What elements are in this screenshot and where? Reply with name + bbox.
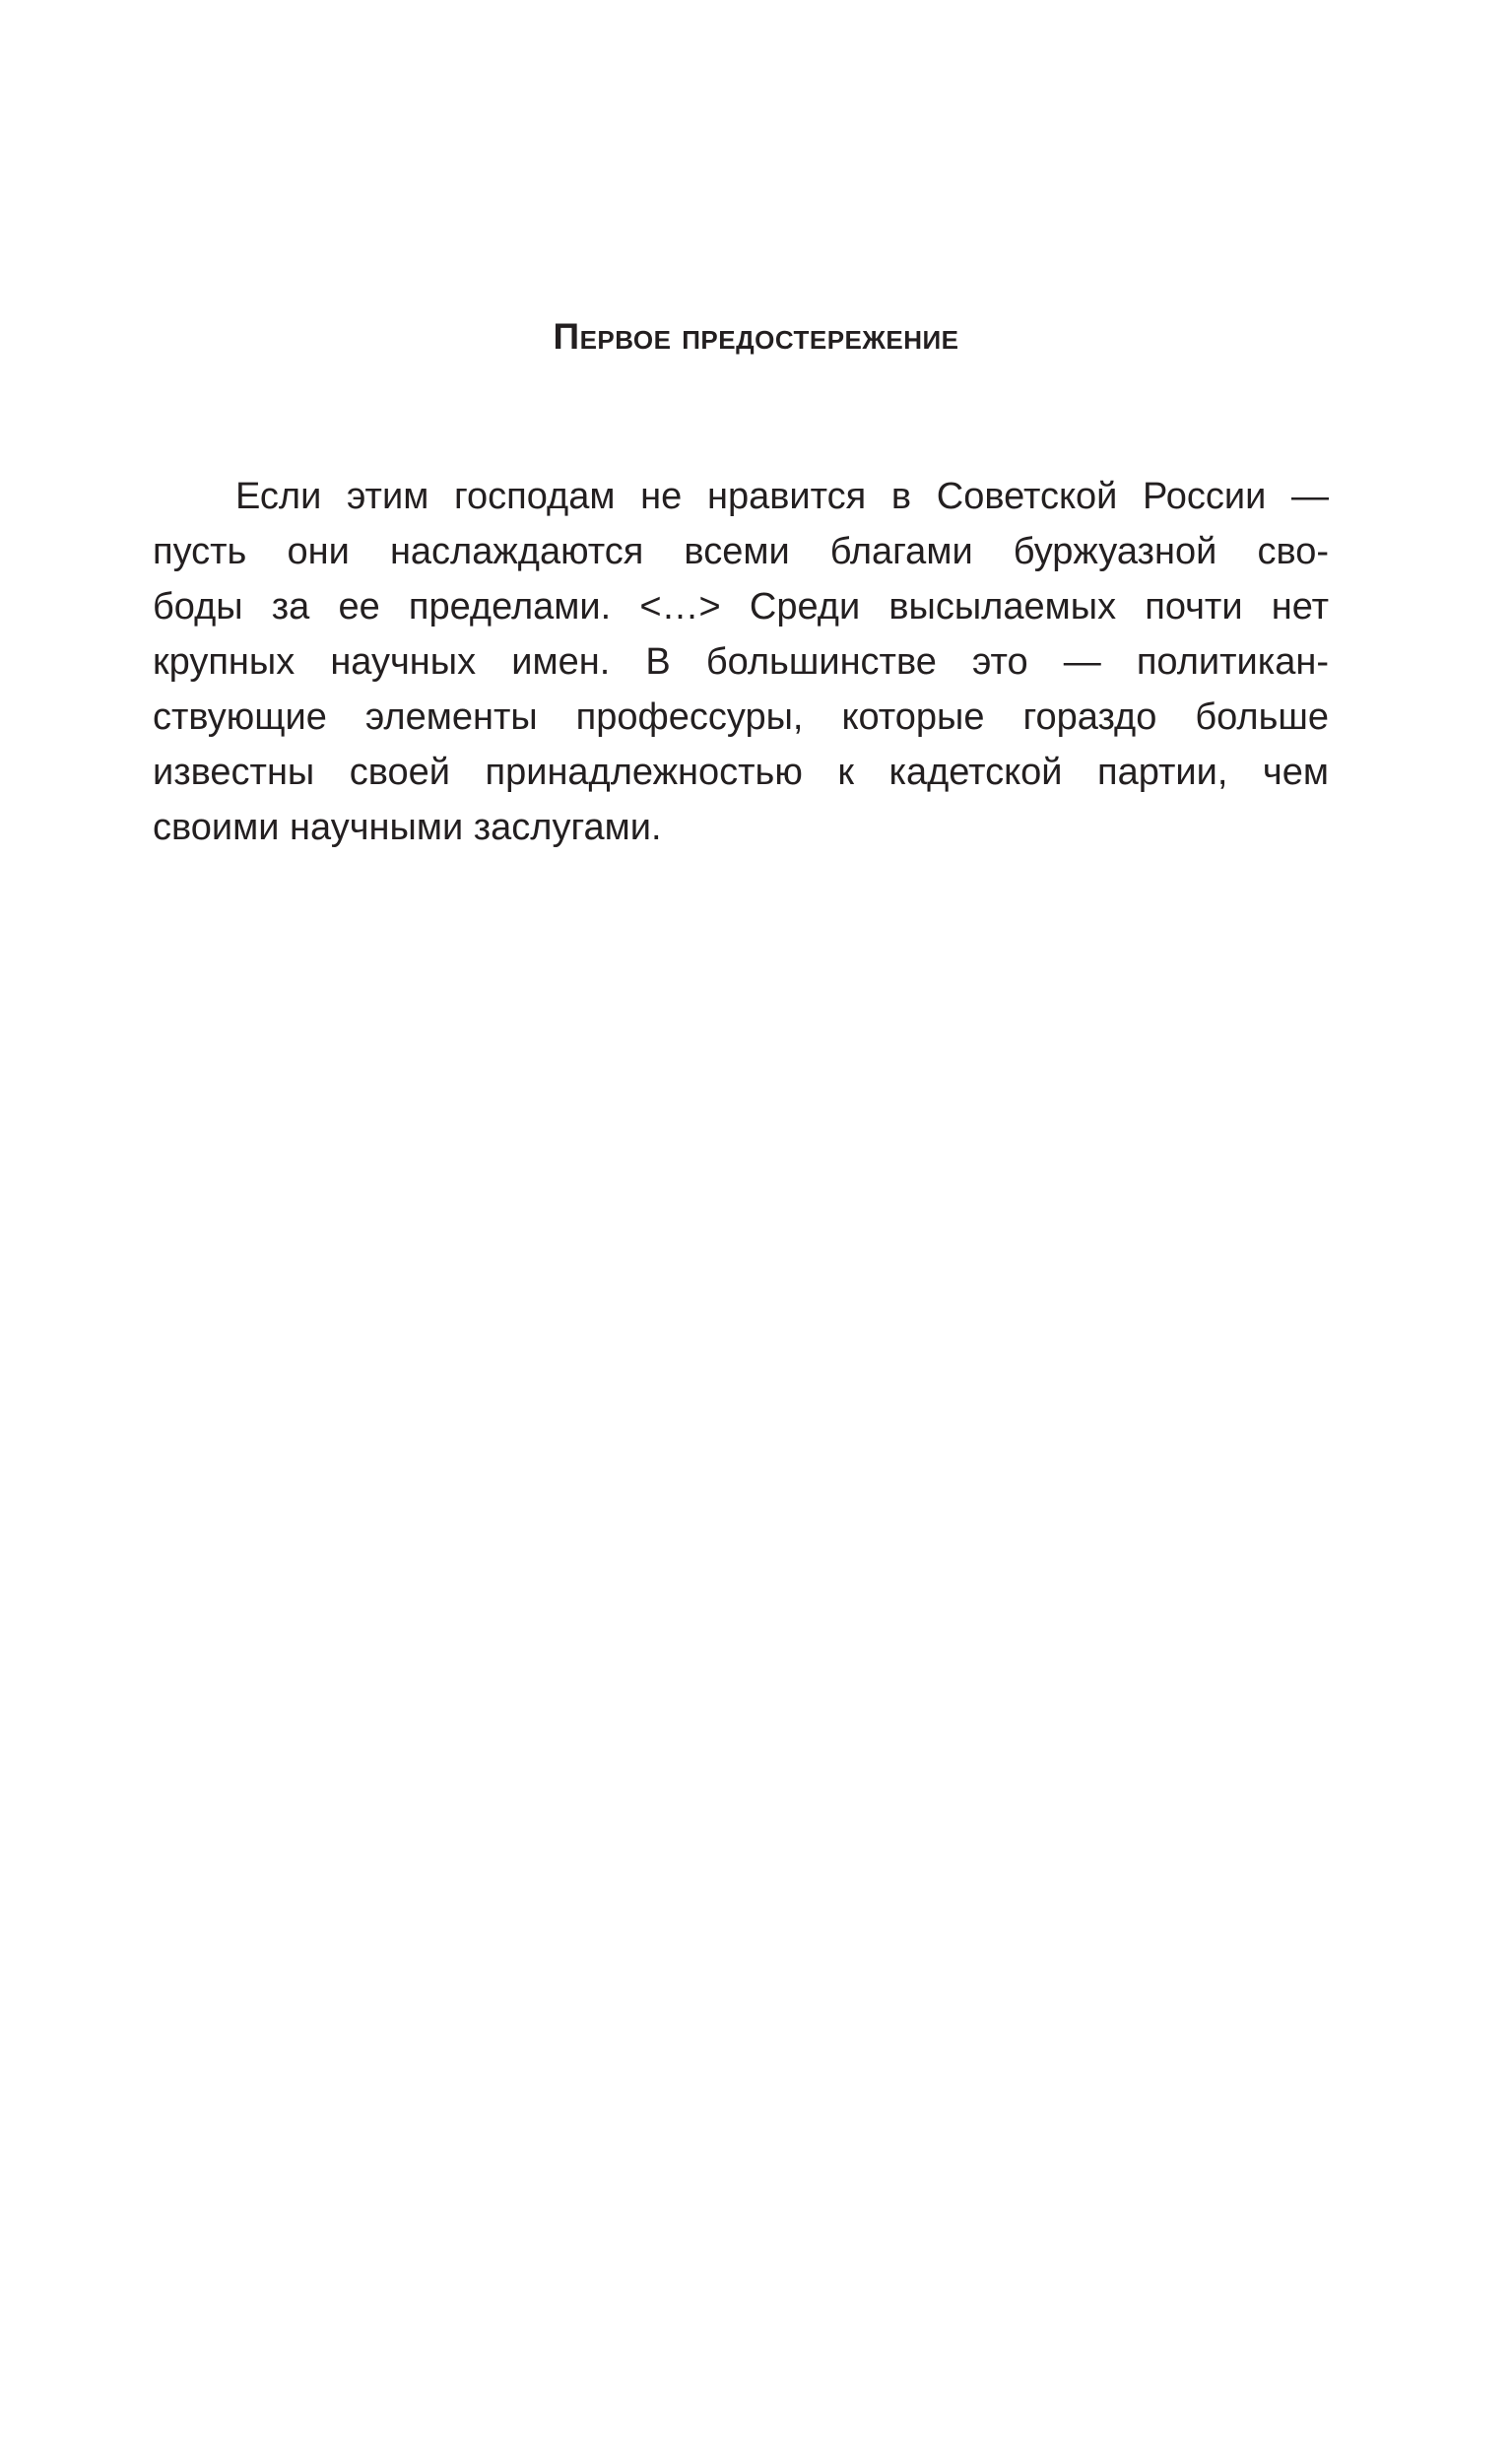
paragraph-line-2: пусть они наслаждаются всеми благами буржуазной сво- [153,531,1329,572]
paragraph-line-1: Если этим господам не нравится в Советской России — [235,476,1329,517]
paragraph-line-5: ствующие элементы профессуры, которые гораздо больше [153,696,1329,738]
paragraph-line-3: боды за ее пределами. <…> Среди высылаемых почти нет [153,586,1329,627]
paragraph-line-4: крупных научных имен. В большинстве это — политикан- [153,641,1329,683]
quote-paragraph [153,469,1329,855]
paragraph-line-6: известны своей принадлежностью к кадетской партии, чем [153,752,1329,793]
section-heading: Первое предостережение [553,316,959,357]
paragraph-line-7: своими научными заслугами. [153,807,662,848]
